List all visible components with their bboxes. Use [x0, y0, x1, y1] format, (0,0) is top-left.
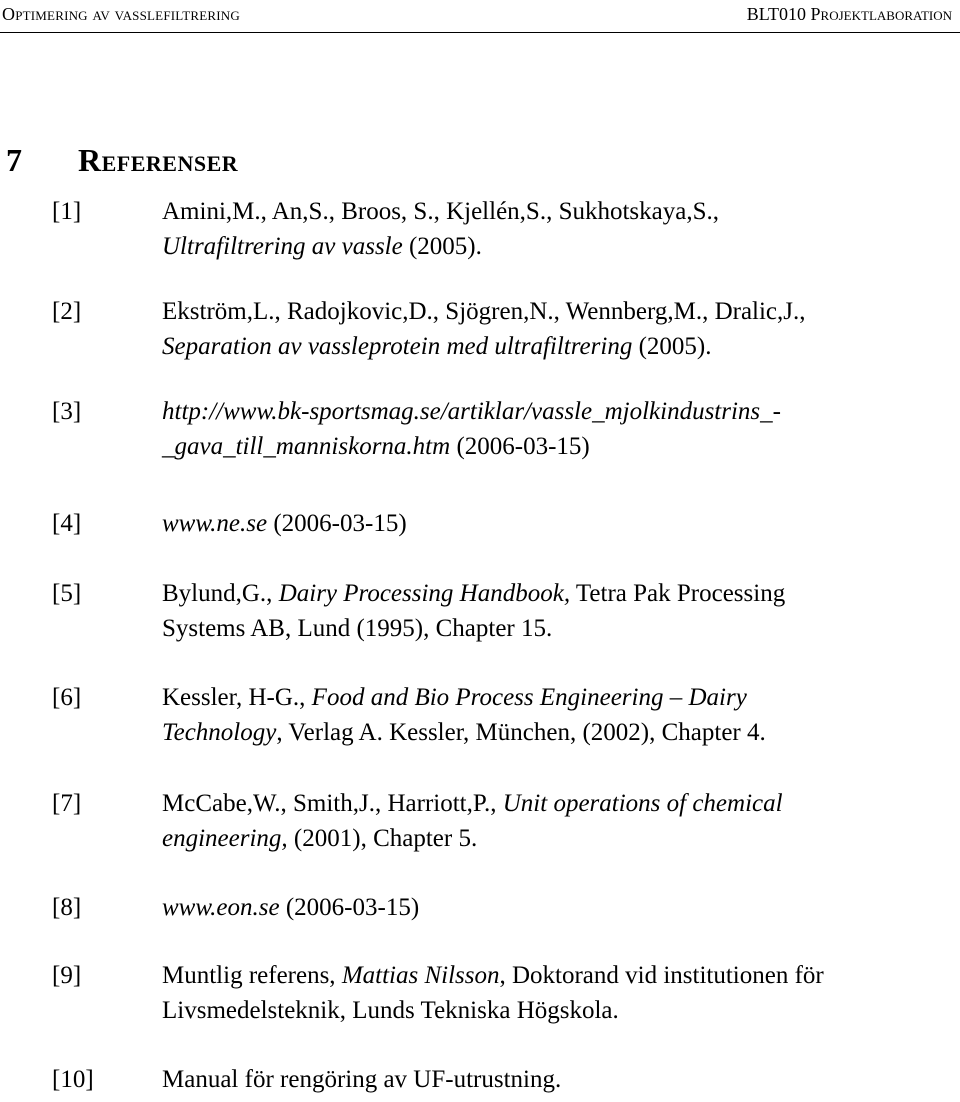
reference-text [162, 394, 960, 464]
reference-text [162, 294, 960, 364]
ref-text: Amini,M., An,S., Broos, S., Kjellén,S., Sukhotskaya,S., [162, 198, 719, 225]
ref-italic: Unit operations of chemical [502, 790, 783, 817]
reference-index: [1] [52, 198, 82, 225]
ref-text: Muntlig referens, [162, 962, 342, 989]
reference-index: [9] [52, 962, 82, 989]
ref-italic: Dairy Processing Handbook, [278, 580, 571, 607]
ref-date: (2006-03-15) [267, 510, 407, 537]
reference-index: [7] [52, 790, 82, 817]
reference-text [162, 506, 960, 541]
reference-index: [5] [52, 580, 82, 607]
reference-index: [4] [52, 510, 82, 537]
ref-text: Systems AB, Lund (1995), Chapter 15. [162, 615, 553, 642]
reference-index: [8] [52, 894, 82, 921]
section-title: Referenser [78, 142, 239, 178]
reference-text [162, 194, 960, 264]
reference-index: [2] [52, 298, 82, 325]
section-number: 7 [6, 142, 22, 178]
header-title: Optimering av vasslefiltrering [2, 4, 240, 24]
ref-text: Manual för rengöring av UF-utrustning. [162, 1066, 562, 1093]
ref-date: (2006-03-15) [450, 433, 590, 460]
ref-text: Livsmedelsteknik, Lunds Tekniska Högskola. [162, 997, 619, 1024]
ref-text: McCabe,W., Smith,J., Harriott,P., [162, 790, 503, 817]
ref-text: (2005). [402, 233, 482, 260]
ref-text: , Verlag A. Kessler, München, (2002), Chapter 4. [276, 719, 766, 746]
ref-italic: Technology [162, 719, 277, 746]
header-course: BLT010 Projektlaboration [746, 4, 952, 24]
reference-index: [3] [52, 398, 82, 425]
ref-link: www.ne.se [162, 510, 268, 537]
ref-text: Tetra Pak Processing [570, 580, 786, 607]
reference-text [162, 680, 960, 750]
ref-italic: Ultrafiltrering av vassle [162, 233, 403, 260]
ref-italic: Separation av vassleprotein med ultrafiltrering [162, 333, 633, 360]
page-header [0, 0, 960, 33]
ref-italic: engineering, [162, 825, 288, 852]
reference-text [162, 576, 960, 646]
reference-text [162, 958, 960, 1028]
ref-italic: Food and Bio Process Engineering – Dairy [311, 684, 747, 711]
reference-text [162, 786, 960, 856]
ref-link: http://www.bk-sportsmag.se/artiklar/vassle_mjolkindustrins_- [162, 398, 781, 425]
ref-text: (2001), Chapter 5. [287, 825, 478, 852]
ref-text: , Doktorand vid institutionen för [499, 962, 824, 989]
reference-index: [10] [52, 1066, 94, 1093]
reference-index: [6] [52, 684, 82, 711]
reference-text [162, 890, 960, 925]
section-heading [6, 142, 238, 179]
ref-text: Ekström,L., Radojkovic,D., Sjögren,N., Wennberg,M., Dralic,J., [162, 298, 806, 325]
ref-date: (2006-03-15) [279, 894, 420, 921]
ref-link: www.eon.se [162, 894, 280, 921]
ref-text: Bylund,G., [162, 580, 279, 607]
reference-text [162, 1062, 960, 1097]
ref-text: (2005). [632, 333, 712, 360]
ref-link: _gava_till_manniskorna.htm [162, 433, 451, 460]
ref-italic: Mattias Nilsson [341, 962, 500, 989]
ref-text: Kessler, H-G., [162, 684, 312, 711]
